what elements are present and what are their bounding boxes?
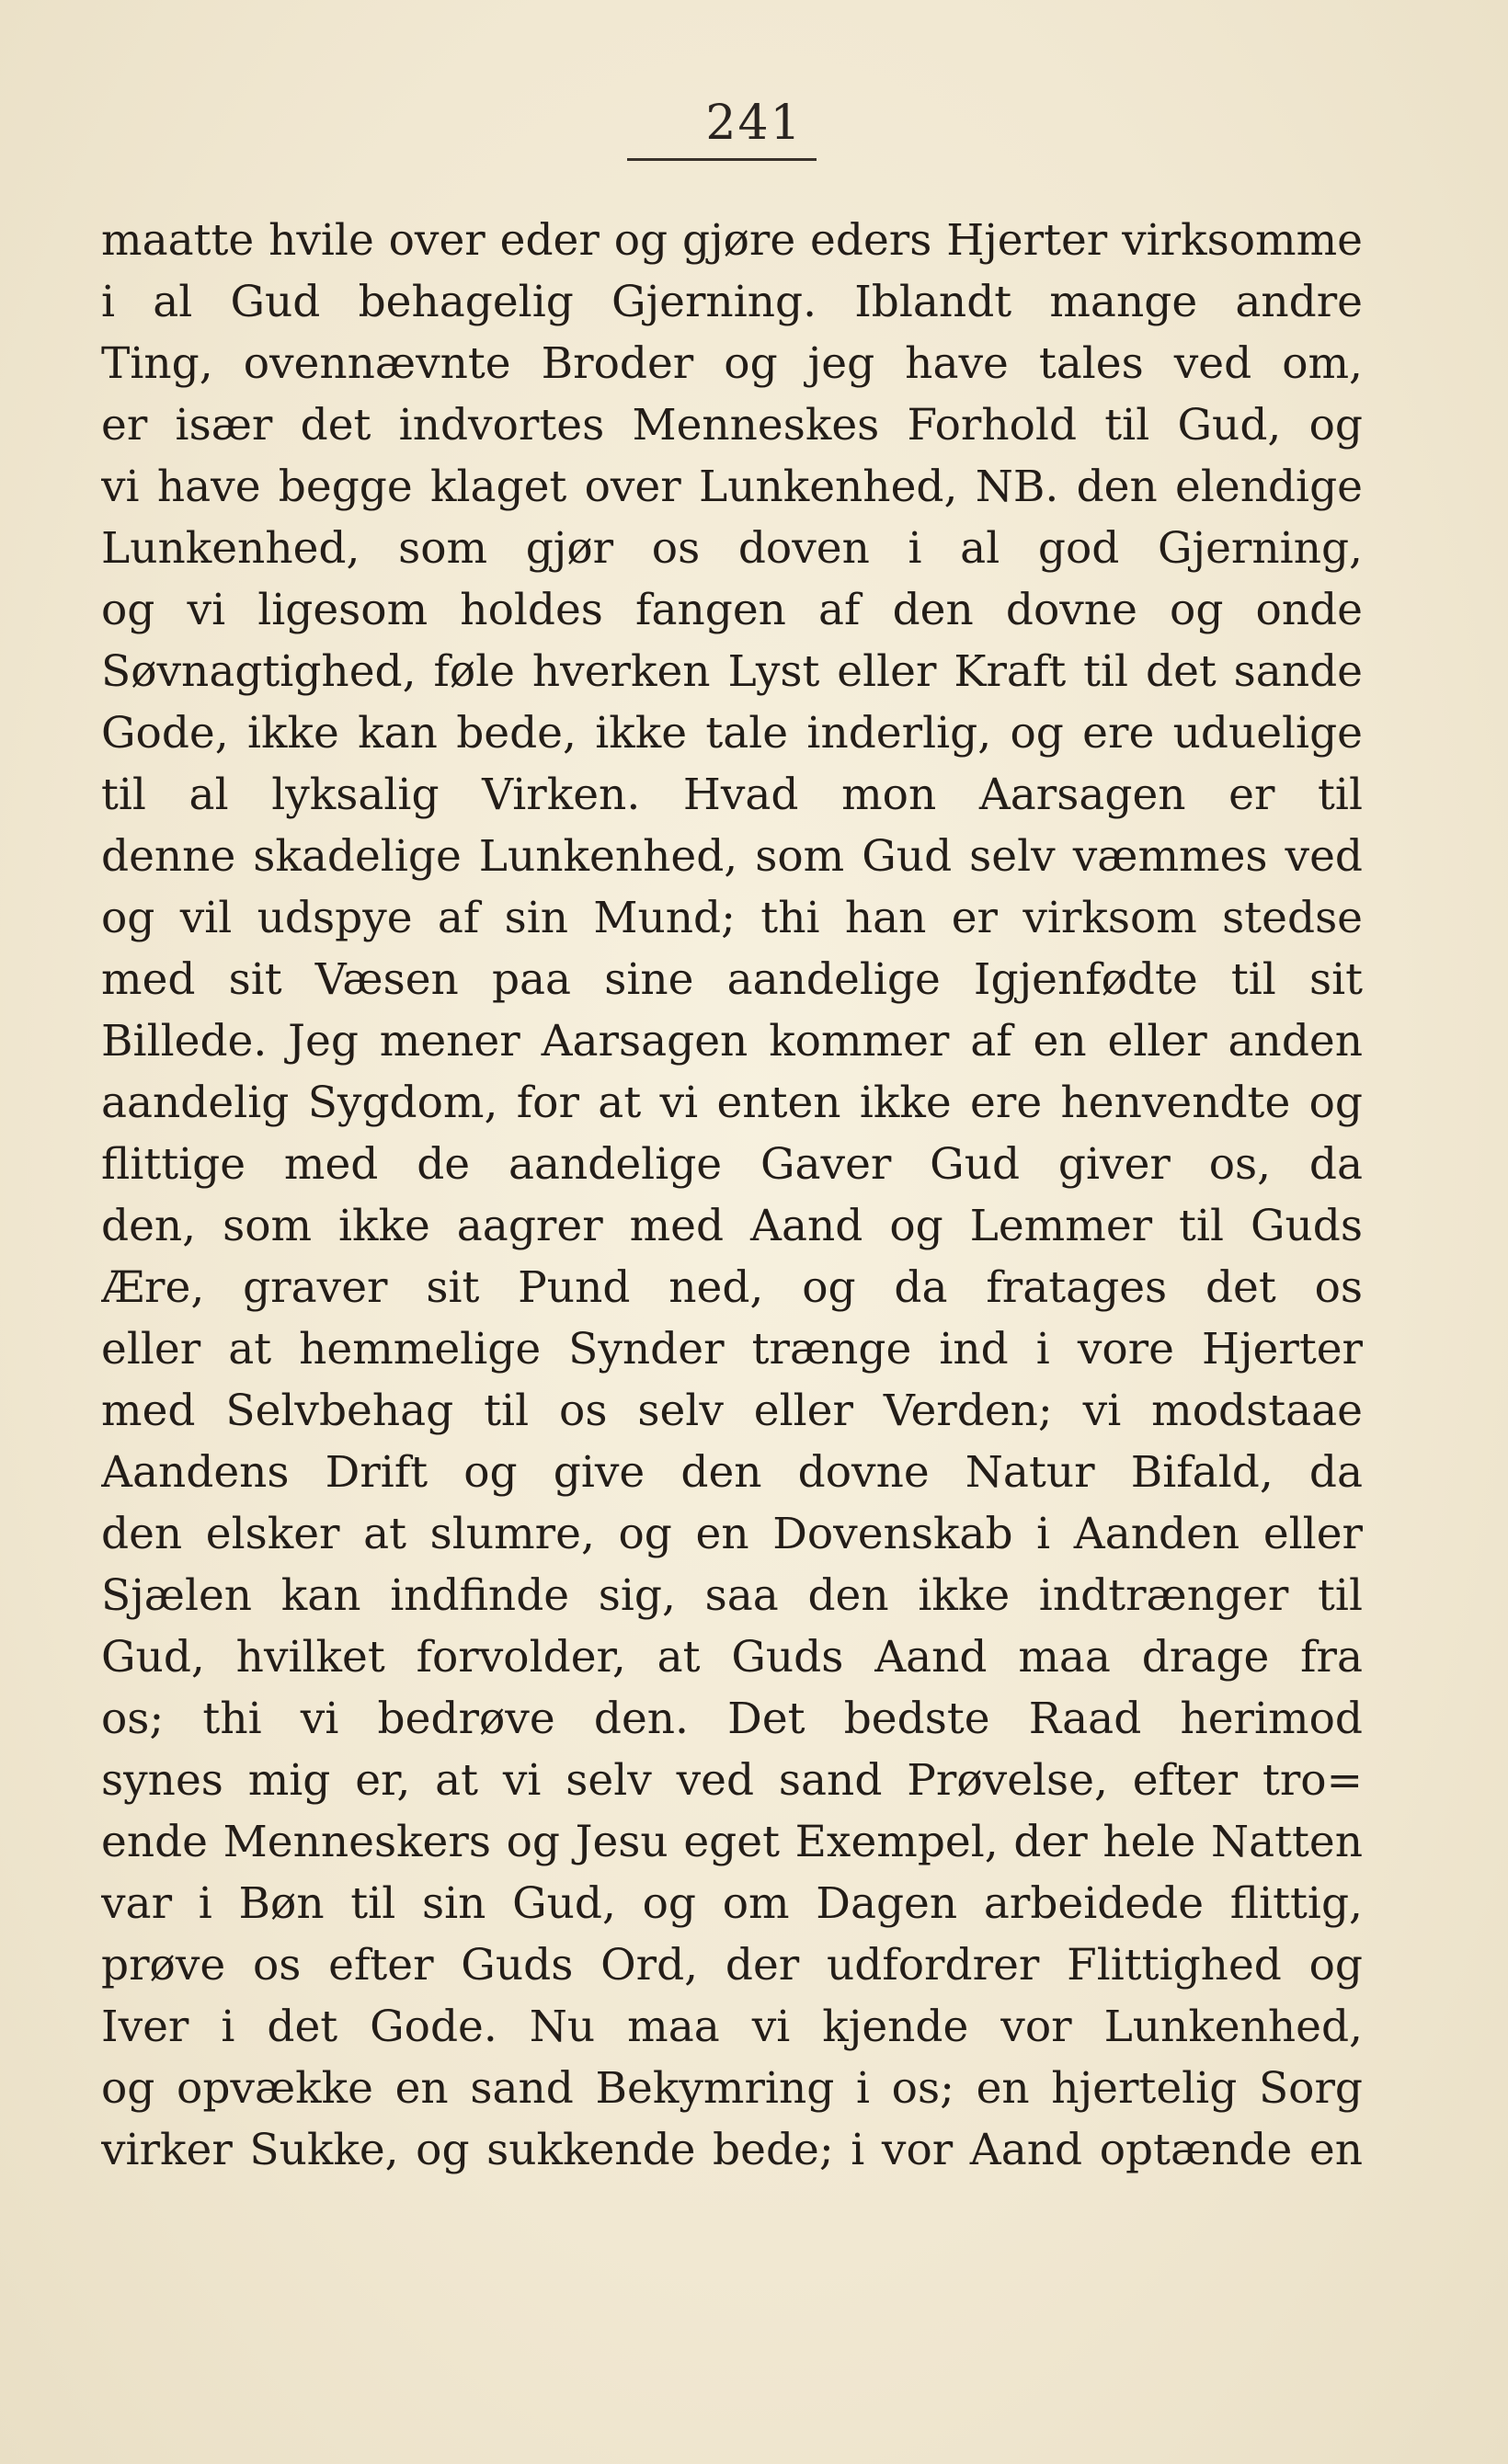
text-line: flittige med de aandelige Gaver Gud giver os, da [101,1139,1363,1190]
text-line: vi have begge klaget over Lunkenhed, NB. den elendige [101,462,1363,512]
text-line: Ting, ovennævnte Broder og jeg have tales ved om, [101,338,1363,389]
header-rule [627,158,817,161]
text-line: Billede. Jeg mener Aarsagen kommer af en eller anden [101,1016,1363,1067]
text-line: Lunkenhed, som gjør os doven i al god Gjerning, [101,523,1363,574]
text-line: til al lyksalig Virken. Hvad mon Aarsagen er til [101,770,1363,820]
text-line: synes mig er, at vi selv ved sand Prøvelse, efter tro= [101,1755,1363,1806]
text-line: er især det indvortes Menneskes Forhold til Gud, og [101,400,1363,451]
text-line: i al Gud behagelig Gjerning. Iblandt mange andre [101,277,1363,327]
text-line: Aandens Drift og give den dovne Natur Bifald, da [101,1447,1363,1498]
text-line: Sjælen kan indfinde sig, saa den ikke indtrænger til [101,1570,1363,1621]
text-line: ende Menneskers og Jesu eget Exempel, der hele Natten [101,1817,1363,1867]
text-line: og vil udspye af sin Mund; thi han er virksom stedse [101,893,1363,943]
text-line: den elsker at slumre, og en Dovenskab i Aanden eller [101,1509,1363,1559]
text-line: maatte hvile over eder og gjøre eders Hjerter virksomme [101,215,1363,266]
page-number: 241 [705,96,803,151]
text-line: var i Bøn til sin Gud, og om Dagen arbeidede flittig, [101,1878,1363,1929]
body-text [101,210,1363,2181]
text-line: denne skadelige Lunkenhed, som Gud selv væmmes ved [101,831,1363,882]
text-line: virker Sukke, og sukkende bede; i vor Aand optænde en [101,2125,1363,2175]
text-line: og vi ligesom holdes fangen af den dovne og onde [101,585,1363,635]
text-line: Gode, ikke kan bede, ikke tale inderlig, og ere uduelige [101,708,1363,759]
text-line: os; thi vi bedrøve den. Det bedste Raad herimod [101,1694,1363,1744]
text-line: med Selvbehag til os selv eller Verden; vi modstaae [101,1386,1363,1436]
text-line: med sit Væsen paa sine aandelige Igjenfødte til sit [101,954,1363,1005]
text-line: Iver i det Gode. Nu maa vi kjende vor Lunkenhed, [101,2002,1363,2052]
text-line: aandelig Sygdom, for at vi enten ikke ere henvendte og [101,1078,1363,1128]
text-line: og opvække en sand Bekymring i os; en hjertelig Sorg [101,2063,1363,2114]
text-line: Gud, hvilket forvolder, at Guds Aand maa drage fra [101,1632,1363,1683]
text-line: prøve os efter Guds Ord, der udfordrer Flittighed og [101,1940,1363,1991]
text-line: Ære, graver sit Pund ned, og da fratages det os [101,1262,1363,1313]
text-line: Søvnagtighed, føle hverken Lyst eller Kraft til det sande [101,646,1363,697]
text-line: den, som ikke aagrer med Aand og Lemmer til Guds [101,1201,1363,1251]
text-line: eller at hemmelige Synder trænge ind i vore Hjerter [101,1324,1363,1375]
